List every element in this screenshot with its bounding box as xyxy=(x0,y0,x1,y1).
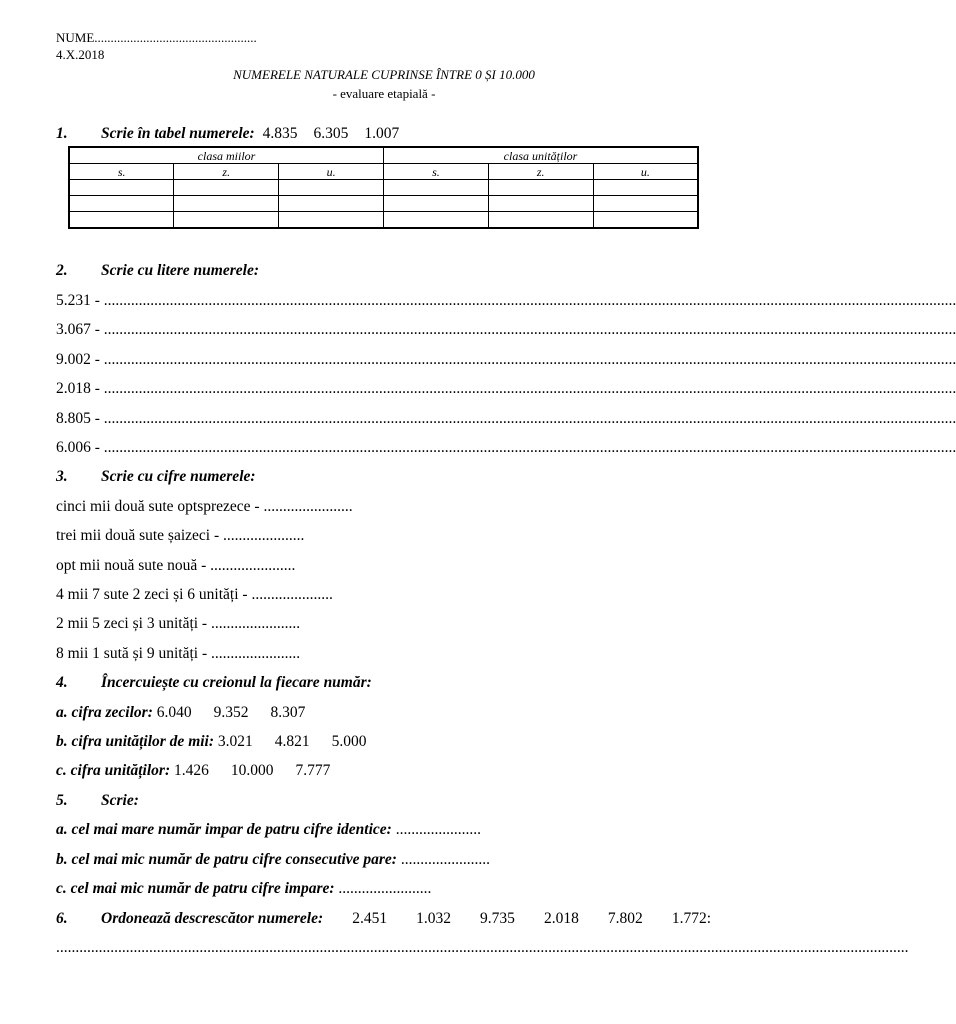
answer-dots: ....................... xyxy=(210,615,301,632)
circle-target-number[interactable]: 8.307 xyxy=(270,704,306,721)
answer-dots: ..................... xyxy=(251,586,333,603)
ex2-answer-line[interactable]: 6.006 - ............................................................................................................................................................................................................................ xyxy=(56,439,956,456)
table-cell[interactable] xyxy=(174,180,279,196)
page-title: NUMERELE NATURALE CUPRINSE ÎNTRE 0 ȘI 10.000 xyxy=(233,67,535,82)
ex2-answer-line[interactable]: 2.018 - ............................................................................................................................................................................................................................ xyxy=(56,380,956,397)
table-cell[interactable] xyxy=(174,196,279,212)
ex1-number-value: 4.835 xyxy=(262,125,298,142)
answer-dots: ............................................................................................................................................................................................................................ xyxy=(103,351,956,368)
circle-target-number[interactable]: 6.040 xyxy=(156,704,192,721)
table-row xyxy=(69,196,698,212)
ex6-number: 6. xyxy=(56,910,68,927)
ex4-item-label: c. cifra unităților: xyxy=(56,762,171,779)
ex6-number-value: 7.802 xyxy=(607,910,643,927)
answer-dots: ...................... xyxy=(395,821,481,838)
ex1-number: 1. xyxy=(56,125,68,142)
table-cell[interactable] xyxy=(593,180,698,196)
answer-dots: ............................................................................................................................................................................................................................ xyxy=(103,292,956,309)
table-class-header-row xyxy=(69,147,698,164)
ex3-item[interactable]: 2 mii 5 zeci și 3 unități - ....................... xyxy=(56,615,301,632)
ex5-instruction: Scrie: xyxy=(101,792,139,809)
answer-dots: ............................................................................................................................................................................................................................ xyxy=(56,939,909,956)
circle-target-number[interactable]: 3.021 xyxy=(217,733,253,750)
ex4-item xyxy=(56,733,367,751)
table-column-header-row xyxy=(69,164,698,180)
table-cell[interactable] xyxy=(488,196,593,212)
answer-dots: ...................... xyxy=(210,557,296,574)
table-cell[interactable] xyxy=(279,212,384,229)
ex2-item-number: 2.018 xyxy=(56,380,91,397)
name-label: NUME xyxy=(56,30,95,45)
ex6-instruction: Ordonează descrescător numerele: xyxy=(101,910,324,927)
date: 4.X.2018 xyxy=(56,47,105,62)
table-cell[interactable] xyxy=(383,180,488,196)
table-cell[interactable] xyxy=(174,212,279,229)
ex6-number-value: 9.735 xyxy=(480,910,515,927)
answer-dots: ............................................................................................................................................................................................................................ xyxy=(103,410,956,427)
table-cell[interactable] xyxy=(488,212,593,229)
answer-dots: ....................... xyxy=(400,851,490,868)
ex1-line xyxy=(101,125,399,143)
ex2-answer-line[interactable]: 9.002 - ............................................................................................................................................................................................................................ xyxy=(56,351,956,368)
column-header: z. xyxy=(174,164,279,180)
ex1-number-value: 6.305 xyxy=(313,125,349,142)
ex6-line xyxy=(101,910,711,928)
answer-dots: ............................................................................................................................................................................................................................ xyxy=(103,380,956,397)
table-cell[interactable] xyxy=(69,212,174,229)
table-cell[interactable] xyxy=(383,196,488,212)
circle-target-number[interactable]: 9.352 xyxy=(213,704,249,721)
ex2-item-number: 9.002 xyxy=(56,351,91,368)
circle-target-number[interactable]: 1.426 xyxy=(173,762,209,779)
class-header: clasa unităților xyxy=(383,147,698,164)
table-cell[interactable] xyxy=(593,212,698,229)
table-row xyxy=(69,212,698,229)
circle-target-number[interactable]: 4.821 xyxy=(274,733,310,750)
table-row xyxy=(69,180,698,196)
ex5-item[interactable]: a. cel mai mare număr impar de patru cifre identice: ...................... xyxy=(56,821,481,838)
ex4-number: 4. xyxy=(56,674,68,691)
ex2-item-number: 6.006 xyxy=(56,439,91,456)
table-cell[interactable] xyxy=(383,212,488,229)
table-cell[interactable] xyxy=(593,196,698,212)
ex6-answer-line[interactable] xyxy=(56,939,909,957)
answer-dots: ............................................................................................................................................................................................................................ xyxy=(103,439,956,456)
column-header: s. xyxy=(69,164,174,180)
circle-target-number[interactable]: 10.000 xyxy=(230,762,274,779)
ex3-item[interactable]: cinci mii două sute optsprezece - ....................... xyxy=(56,498,353,515)
ex6-number-value: 2.451 xyxy=(352,910,388,927)
ex3-item[interactable]: opt mii nouă sute nouă - ...................... xyxy=(56,557,296,574)
ex6-number-value: 2.018 xyxy=(543,910,579,927)
circle-target-number[interactable]: 5.000 xyxy=(331,733,367,750)
circle-target-number[interactable]: 7.777 xyxy=(295,762,331,779)
ex2-answer-line[interactable]: 5.231 - ............................................................................................................................................................................................................................ xyxy=(56,292,956,309)
column-header: u. xyxy=(593,164,698,180)
ex3-item[interactable]: 8 mii 1 sută și 9 unități - ....................... xyxy=(56,645,301,662)
ex4-instruction: Încercuiește cu creionul la fiecare număr: xyxy=(101,674,372,691)
ex4-item-label: b. cifra unităților de mii: xyxy=(56,733,215,750)
column-header: s. xyxy=(383,164,488,180)
answer-dots: ............................................................................................................................................................................................................................ xyxy=(103,321,956,338)
column-header: z. xyxy=(488,164,593,180)
ex3-item[interactable]: trei mii două sute șaizeci - ..................... xyxy=(56,527,305,544)
ex2-number: 2. xyxy=(56,262,68,279)
ex2-answer-line[interactable]: 8.805 - ............................................................................................................................................................................................................................ xyxy=(56,410,956,427)
ex1-number-value: 1.007 xyxy=(364,125,400,142)
ex1-instruction: Scrie în tabel numerele: xyxy=(101,125,255,142)
ex4-item xyxy=(56,704,305,722)
ex5-number: 5. xyxy=(56,792,68,809)
ex2-item-number: 8.805 xyxy=(56,410,91,427)
table-cell[interactable] xyxy=(69,196,174,212)
name-line xyxy=(56,30,257,46)
ex4-item xyxy=(56,762,330,780)
ex3-number: 3. xyxy=(56,468,68,485)
answer-dots: ........................ xyxy=(338,880,432,897)
place-value-table xyxy=(68,146,699,229)
table-cell[interactable] xyxy=(279,196,384,212)
answer-dots: ..................... xyxy=(223,527,305,544)
ex2-item-number: 3.067 xyxy=(56,321,91,338)
ex2-instruction: Scrie cu litere numerele: xyxy=(101,262,259,279)
answer-dots: ....................... xyxy=(263,498,353,515)
class-header: clasa miilor xyxy=(69,147,383,164)
name-dots: .................................................. xyxy=(94,30,257,45)
ex6-number-value: 1.772: xyxy=(671,910,711,927)
answer-dots: ....................... xyxy=(211,645,301,662)
column-header: u. xyxy=(279,164,384,180)
ex5-item[interactable]: c. cel mai mic număr de patru cifre impare: ........................ xyxy=(56,880,432,897)
ex3-item[interactable]: 4 mii 7 sute 2 zeci și 6 unități - ..................... xyxy=(56,586,333,603)
ex2-answer-line[interactable]: 3.067 - ............................................................................................................................................................................................................................ xyxy=(56,321,956,338)
ex5-item[interactable]: b. cel mai mic număr de patru cifre consecutive pare: ....................... xyxy=(56,851,490,868)
ex3-instruction: Scrie cu cifre numerele: xyxy=(101,468,256,485)
table-cell[interactable] xyxy=(488,180,593,196)
ex4-item-label: a. cifra zecilor: xyxy=(56,704,153,721)
ex2-item-number: 5.231 xyxy=(56,292,91,309)
table-cell[interactable] xyxy=(279,180,384,196)
table-cell[interactable] xyxy=(69,180,174,196)
ex6-number-value: 1.032 xyxy=(416,910,451,927)
page-subtitle: - evaluare etapială - xyxy=(332,86,436,101)
